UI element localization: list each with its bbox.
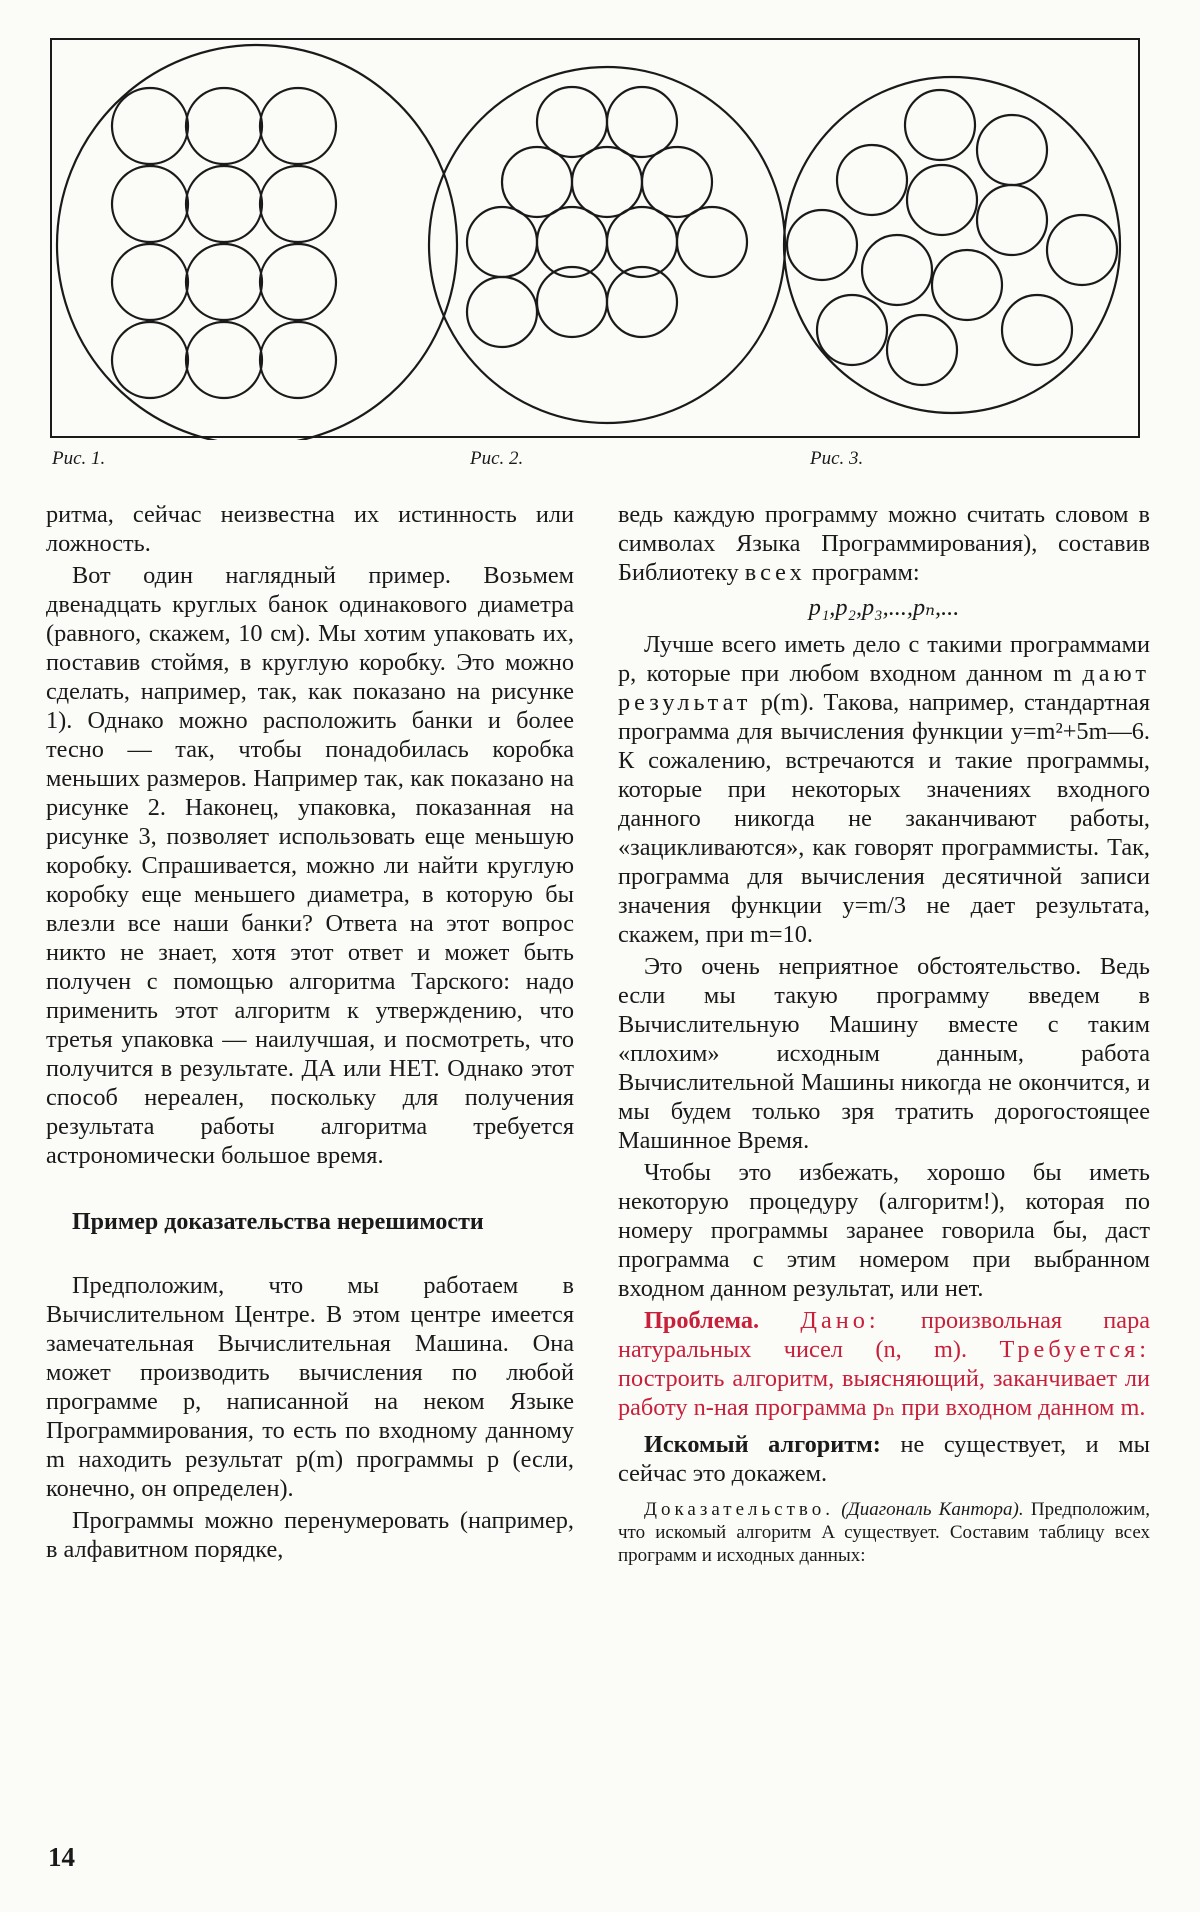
proof-label: Доказательство.: [644, 1499, 834, 1520]
text: Предположим, что искомый алгоритм A существует. Составим таблицу всех программ и исходных данных:: [618, 1499, 1150, 1566]
paragraph: Вот один наглядный пример. Возьмем двенадцать круглых банок одинакового диаметра (равного, скажем, 10 см). Мы хотим упаковать их, поставив стоймя, в круглую коробку. Это можно сделать, например, так, как показано на рисунке 1). Однако можно расположить банки и более тесно — так, чтобы понадобилась коробка меньших размеров. Например так, как показано на рисунке 2. Наконец, упаковка, показанная на рисунке 3, позволяет использовать еще меньшую коробку. Спрашивается, можно ли найти круглую коробку еще меньшего диаметра, в которую бы влезли все наши банки? Ответа на этот вопрос никто не знает, хотя этот ответ и может быть получен с помощью алгоритма Тарского: надо применить этот алгоритм к утверждению, что третья упаковка — наилучшая, и посмотреть, что получится в результате. ДА или НЕТ. Однако этот способ нереален, поскольку для получения результата работы алгоритма требуется астрономически большое время.: [46, 562, 574, 1169]
paragraph: Программы можно перенумеровать (например, в алфавитном порядке,: [46, 1507, 574, 1563]
can-circle: [907, 165, 977, 235]
figure-1: [57, 45, 457, 440]
problem-statement: [618, 1306, 1150, 1422]
emphasis: дают результат: [618, 660, 1151, 716]
text: не существует, и мы сейчас это докажем.: [618, 1431, 1150, 1487]
can-circle: [112, 88, 188, 164]
proof-paragraph: [618, 1498, 1150, 1567]
can-circle: [186, 166, 262, 242]
can-circle: [260, 322, 336, 398]
left-column: [46, 500, 574, 1564]
text: Лучше всего иметь дело с такими программами p, которые при любом входном данном m: [618, 631, 1150, 687]
can-circle: [260, 166, 336, 242]
can-circle: [537, 87, 607, 157]
can-circle: [677, 207, 747, 277]
paragraph: Это очень неприятное обстоятельство. Ведь если мы такую программу введем в Вычислительную Машину вместе с таким «плохим» исходным данным, работа Вычислительной Машины никогда не окончится, и мы будем только зря тратить дорогостоящее Машинное Время.: [618, 953, 1150, 1154]
figure-3-caption: Рис. 3.: [810, 448, 864, 469]
can-circle: [112, 244, 188, 320]
outer-box-circle: [784, 77, 1120, 413]
figure-2: [429, 67, 785, 423]
right-column: [618, 500, 1150, 1567]
problem-label: Проблема.: [644, 1307, 760, 1334]
text: ведь каждую программу можно считать словом в символах Языка Программирования), составив Библиотеку: [618, 501, 1150, 586]
text: произвольная пара натуральных чисел (n, m).: [618, 1307, 1151, 1363]
can-circle: [905, 90, 975, 160]
can-circle: [817, 295, 887, 365]
paragraph: Предположим, что мы работаем в Вычислительном Центре. В этом центре имеется замечательная Вычислительная Машина. Она может производить вычисления по любой программе p, написанной на неком Языке Программирования, то есть по входному данному m находить результат p(m) программы p (если, конечно, он определен).: [46, 1272, 574, 1502]
figure-panel: [50, 38, 1140, 438]
formula: p₁,p₂,p₃,...,pₙ,...: [808, 594, 960, 621]
can-circle: [837, 145, 907, 215]
paragraph: [618, 630, 1150, 949]
can-circle: [467, 207, 537, 277]
text: p(m). Такова, например, стандартная программа для вычисления функции y=m²+5m—6. К сожалению, встречаются и такие программы, которые при некоторых значениях входного данного никогда не заканчивают работы, «зацикливаются», как говорят программисты. Так, программа для вычисления десятичной записи значения функции y=m/3 не дает результата, скажем, при m=10.: [618, 689, 1150, 948]
can-circle: [260, 88, 336, 164]
paragraph: Чтобы это избежать, хорошо бы иметь некоторую процедуру (алгоритм!), которая по номеру программы заранее говорила бы, даст программа с этим номером при выбранном входном данном результат, или нет.: [618, 1159, 1150, 1302]
can-circle: [186, 244, 262, 320]
can-circle: [1002, 295, 1072, 365]
emphasis: Дано:: [800, 1307, 880, 1334]
paragraph: ритма, сейчас неизвестна их истинность или ложность.: [46, 501, 574, 557]
page-number: 14: [48, 1842, 75, 1872]
can-circle: [977, 115, 1047, 185]
figure-1-caption: Рис. 1.: [52, 448, 106, 469]
can-circle: [607, 87, 677, 157]
can-circle: [260, 244, 336, 320]
can-circle: [787, 210, 857, 280]
section-heading: Пример доказательства нерешимости: [72, 1209, 484, 1235]
can-circle: [977, 185, 1047, 255]
answer-label: Искомый алгоритм:: [644, 1431, 881, 1458]
can-circle: [862, 235, 932, 305]
can-circle: [186, 322, 262, 398]
figure-3: [784, 77, 1120, 413]
can-circle: [642, 147, 712, 217]
emphasis: всех: [744, 559, 806, 586]
text: построить алгоритм, выясняющий, заканчивает ли работу n-ная программа pₙ при входном данном m.: [618, 1365, 1150, 1421]
can-circle: [112, 322, 188, 398]
can-circle: [887, 315, 957, 385]
figure-2-caption: Рис. 2.: [470, 448, 524, 469]
emphasis: Требуется:: [999, 1336, 1150, 1363]
can-circle: [502, 147, 572, 217]
can-circle: [112, 166, 188, 242]
can-circle: [467, 277, 537, 347]
can-circle: [572, 147, 642, 217]
can-circle: [932, 250, 1002, 320]
can-circle: [1047, 215, 1117, 285]
can-circle: [186, 88, 262, 164]
proof-reference: (Диагональ Кантора).: [841, 1499, 1024, 1520]
text: программ:: [811, 559, 920, 586]
answer-statement: [618, 1430, 1150, 1488]
paragraph: [618, 500, 1150, 587]
circle-packing-figures: [52, 40, 1142, 440]
